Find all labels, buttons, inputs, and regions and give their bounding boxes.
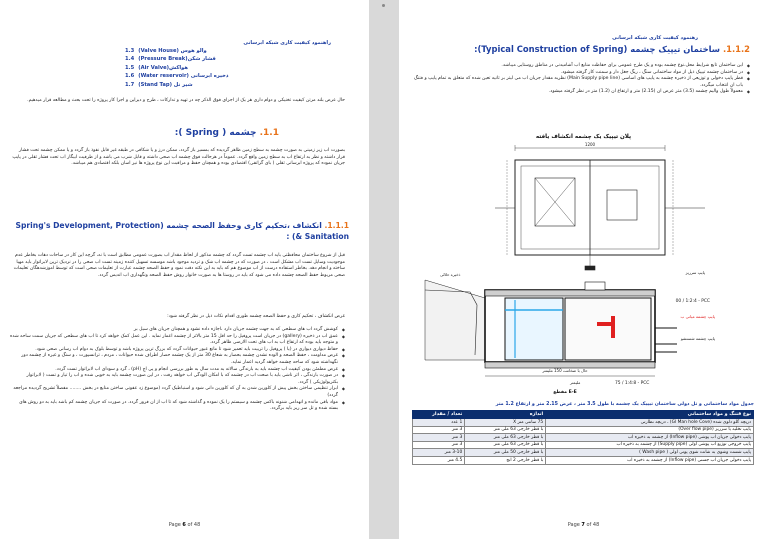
dim-label: 1200 bbox=[584, 142, 596, 147]
label-pcc-top: 00 / 1:2:4 - PCC bbox=[675, 299, 710, 304]
document-page-7 bbox=[399, 0, 768, 539]
toc-item[interactable]: 1.7 شیر نل (Stand Tap) bbox=[125, 81, 193, 88]
section-1-1-body: بصورت اب زیر زمینی به صورت چشمه به سطح زمین ظاهر گردیده که بمسیر باز گردد، ممکن درز و یا شکافی در طبقه غیر قابل نفوذ باز گردد و یا ممکن چشمه تحت فشار قرار داشته و نظر به ارتفاع اب به سطح زمین واقع گردد. عموماً در هرحالت فوق چشمه اب صحی داشته و قابل شرب می باشد و از طرفیت ابیگار اب تحت فشار ثقلی در پایپ جریان نموده که پروژه ابرسانی ثقلی ( بای گراتفی) اقتصادی بوده و همچنان حفظ و مراقبت این نوع پروژه ها نیز اسان بلکه اقتصادی هم میباشد. bbox=[12, 148, 345, 167]
scrollbar-indicator[interactable] bbox=[382, 4, 385, 7]
label-inflow-pipe: پایپ چشمه میانی ب bbox=[680, 314, 715, 319]
label-pcc-bottom: 75 / 1:4:8 - PCC bbox=[615, 381, 650, 386]
list-item: ◆ این ساختمان تابع شرایط محل،نوع چشمه بوده و یک طرح عمومی برای حفاظت منابع اب آشامیدنی در مناطق روستایی میباشد. bbox=[410, 63, 750, 70]
label-wash-pipe: پایپ چشمه شستشو bbox=[680, 336, 715, 341]
table-header-row bbox=[413, 411, 754, 419]
section-mark: مقطع E-E bbox=[553, 390, 577, 395]
list-item: ◆ در ساختمان چشمه تیپیک ذیل از مواد ساختمانی سنگ ، ریگ جغل دار و سمنت کار گرفته میشود. bbox=[410, 70, 750, 77]
column-header: تعداد / مقدار bbox=[413, 411, 465, 419]
toc-item[interactable]: 1.4 فشار شکن(Pressure Break) bbox=[125, 56, 216, 63]
table-row: پایپ خروجی توزیع اب پوشی اولی (Supply pipe) از چشمه به ذخیره اب با قطر خارجی 63 ملی متر 3 متر bbox=[413, 441, 754, 449]
page-number: Page 7 of 48 bbox=[567, 522, 600, 528]
list-item: ◆ ابزار تنظیمی ساختن بخش پیش از کلورین شدن به آن که کلورین دانی شود و اسنباطیک گردد (موضوع زد عفونی ساختن منابع در بخش ........ مفصلاً تشریح گردیده مراجعه گردد) bbox=[10, 386, 345, 399]
figure-title: پلان تیپیک یک چشمه انکشاف یافته bbox=[535, 134, 632, 140]
label-pcc-unit: ملیمتر bbox=[570, 380, 581, 385]
list-item: ◆ غرض مطمئن بودن کیفیت اب چشمه باید به بارندگی سالانه به مدت سال به طور بررسی انجام و پی اچ (pH) ، گرد و سودای اب لابراتوار تست گردد. bbox=[10, 367, 345, 374]
left-note: ذخیره حلالی bbox=[440, 272, 461, 277]
document-page-6 bbox=[0, 0, 369, 539]
materials-table bbox=[412, 410, 754, 465]
column-header: نوع فتنگ و مواد ساختمانی bbox=[546, 411, 754, 419]
label-overflow: پایپ سرریز bbox=[685, 270, 705, 275]
list-item: ◆ عمق اب در ذخیره (gallery) در جریان است پروفیل را حد اقل 15 متر بالاتر از چشمه اعمار نماید . این عمل کمک خواهد کرد تا اب های سطحی که جریان سمت ساحه شده و متوجه باید بوده که ارتفاع اب به اب های تحت الارضی ظاهر گردد. bbox=[10, 334, 345, 347]
list-item: ◆ در صورت بارندگی ، اثر ناشی باید با صحت اب در چشمه که با امکان الودگی اب خواهد رفت ، در این صورت چشمه باید به خوبی شده و اب را تیار و تست ( لابراتوار بکتریولوژیکی ) گردد. bbox=[10, 373, 345, 386]
goal-subtitle: غرض انکشاف ، تحکیم کاری و حفظ الصحه چشمه طوری اقدام نکات ذیل در نظر گرفته شود: bbox=[167, 314, 345, 319]
bullet-list bbox=[410, 63, 750, 96]
page-number: Page 6 of 48 bbox=[168, 522, 201, 528]
list-item: ◆ مواد باقی مانده و انهدامی شنونه باکس چشمه و سیستم را یک نموده و گذاشته شود که تا اب از ان فرور گردد. در صورت که جریان چشمه کم باشد باید به دو روش های بسته شده و تل سر ریز باید برگردد. bbox=[10, 400, 345, 413]
label-thickness: حال با ضخامت 150 ملیمتر bbox=[542, 368, 588, 373]
section-heading-1-1-1: 1.1.1. انکشاف ،تحکیم کاری وحفظ الصحه چشمه (Spring's Development, Protection & Sanitation) : bbox=[15, 221, 349, 241]
table-title: جدول مواد ساختمانی و تل دولی ساختمان تیپیک یک چشمه با طول 3.5 متر ، عرض 2.15 متر و ارتفاع 1.2 متر bbox=[495, 402, 754, 407]
running-header: راهنمود کیفیت کاری شبکه ابرسانی bbox=[243, 40, 331, 46]
running-header: رهنمود کیفیت کاری شبکه ابرسانی bbox=[612, 35, 698, 41]
intro-paragraph: حال عرض بلند مرتن کیفیت تخنیکی و دوام داری هر یک از اجزای فوق الذکر چه در تهیه و تدارکات ، طرح و دیزاین و اجرا کار پروژه را تحت بحث و مطالعه قرار میدهیم. bbox=[27, 98, 345, 103]
bullet-list bbox=[10, 327, 345, 413]
section-heading-1-1: 1.1. چشمه ( Spring ): bbox=[174, 128, 279, 138]
section-1-1-1-body: قبل از شروع ساختمان محافظتی باید اب چشمه تست گردد که چشمه مذکور از لحاظ مقدار اب بصورت عمومی مطابق است با نه، گرچه این کار در ساحات دهات بخاطر عدم موجودیت وسایل تست اب مشکل است ، در صورت که در چشمه اب شک و تردید موجود باشد موسسه تسهیل کننده زمینه تست اب صحی را در نزدیک ترین لابراتوار باید مهیا ساخته و انجام دهد. بخاطر استفاده درست از اب موضوع هم که باید به این نکته دقت نمود و حفظ الصحه چشمه عبارت از تعلیمات صحی است که توسط اموزشدهگان تعلیمات صحی مربوط حفظ الصحه چشمه داده می شود که باید در روستا ها به صورت خانوار روش حفظ الصحه ونگهداری اب اندیس گردد. bbox=[13, 253, 345, 278]
list-item: ◆ معمولاً طول والیم چشمه (3.5) متر عرض ان (2.15) متر و ارتفاع ان (1.2) متر در نظر گرفته میشود. bbox=[410, 89, 750, 96]
table-row: پایپ دخولی جریان اب جستی (Inflow pipe) از چشمه به ذخیره اب با قطر خارجی 2 انچ 4.5 متر bbox=[413, 456, 754, 464]
list-item: ◆ قطر پایپ دخولی و توزیعی از ذخیره چشمه به پایپ های اساسی (Main Supply pipe line) نظربه مقدار جریان اب می لیتر بر ثانیه تعین شده که متعلق به تمام پایپ و فتنگ باب ان انتخاب میگردد. bbox=[410, 76, 750, 89]
toc-item[interactable]: 1.6 ذخیره ابرسانی (Water reservoir) bbox=[125, 73, 229, 80]
table-row: پایپ شست وشوی به شانت شوی پوتی اولی ( Wash pipe ) با قطر خارجی 50 ملی متر 3-10 متر bbox=[413, 449, 754, 457]
list-item: ◆ کوشش گردد اب های سطحی که به جهت چشمه جریان دارد ،اجازه داده نشود و همچنان جریان های سیل بر bbox=[10, 327, 345, 334]
spring-construction-drawing bbox=[415, 140, 755, 400]
section-view bbox=[425, 280, 677, 376]
plan-view bbox=[495, 145, 705, 270]
section-heading-1-1-2: 1.1.2. ساختمان تیپیک چشمه (Typical Construction of Spring): bbox=[474, 44, 750, 54]
table-row: پایپ تخلیه یا سرریز (Over flow pipe) با قطر خارجی 63 ملی متر 3 متر bbox=[413, 426, 754, 434]
toc-item[interactable]: 1.3 والو هوس (Valve House) bbox=[125, 48, 207, 54]
column-header: اندازه bbox=[465, 411, 546, 419]
toc-item[interactable]: 1.5 هواکش(Air Valve) bbox=[125, 64, 189, 71]
table-row: پایپ دخولی جریان اب پوشی (Inflow pipe) از چشمه به ذخیره اب با قطر خارجی 63 ملی متر 3 متر bbox=[413, 434, 754, 442]
table-row: دریچه گلو دلوی شده (Gl Man hole Cove) ، دریچه نظارتی 75 سانتی متر X 1 عدد bbox=[413, 419, 754, 427]
list-item: ◆ غرض مداومت ، حفظ الصحه و الوده نشدن چشمه بحصار به شعاع 30 متر از یک چشمه حصار اطراف شده حیوانات ، مردم ، ترانسپورت ، و سنگ و غیره از چشمه دور نگهداشته شود که ساحه چشمه خواهد گردید اعمار نماید. bbox=[10, 353, 345, 366]
toc-list bbox=[125, 47, 345, 89]
list-item: ◆ حفاظ دیواری دیواری در (یا ) پروفیل را تربیت باید تعمیر شود تا مانع عبور حیوانات گردد که بزرگ ترین پروژه باشد و توسط بلوک به دوام اب رسانی صحی شود. bbox=[10, 347, 345, 354]
